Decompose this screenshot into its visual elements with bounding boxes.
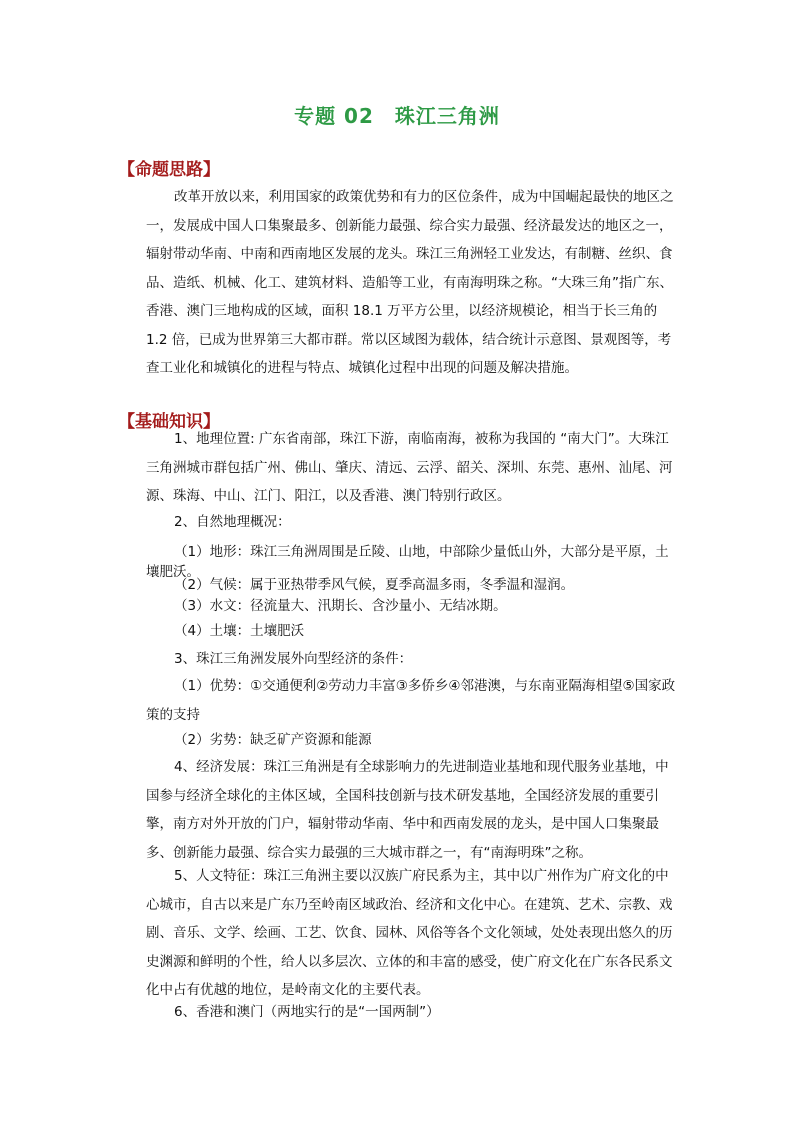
item-climate: （2）气候：属于亚热带季风气候，夏季高温多雨，冬季温和湿润。 <box>174 577 575 593</box>
item-economic-development: 4、经济发展：珠江三角洲是有全球影响力的先进制造业基地和现代服务业基地，中国参与经济全球化的主体区域，全国科技创新与技术研发基地，全国经济发展的重要引擎，南方对外开放的门户，辐射带动华南、华中和西南发展的龙头，是中国人口集聚最多、创新能力最强、综合实力最强的三大城市群之一，有“南海明珠”之称。 <box>146 759 669 861</box>
item-hongkong-macao: 6、香港和澳门（两地实行的是“一国两制”） <box>174 1004 440 1020</box>
item-natural-geography: 2、自然地理概况： <box>174 514 291 530</box>
item-soil: （4）土壤：土壤肥沃 <box>174 623 305 639</box>
item-terrain: （1）地形：珠江三角洲周围是丘陵、山地，中部除少量低山外，大部分是平原，土壤肥沃。 <box>146 544 669 580</box>
section-heading-jichu: 【基础知识】 <box>118 412 220 432</box>
item-hydrology: （3）水文：径流量大、汛期长、含沙量小、无结冰期。 <box>174 598 507 614</box>
item-advantages: （1）优势：①交通便利②劳动力丰富③多侨乡④邻港澳，与东南亚隔海相望⑤国家政策的支持 <box>146 678 676 723</box>
item-cultural-features: 5、人文特征：珠江三角洲主要以汉族广府民系为主，其中以广州作为广府文化的中心城市，自古以来是广东乃至岭南区域政治、经济和文化中心。在建筑、艺术、宗教、戏剧、音乐、文学、绘画、工艺、饮食、园林、风俗等各个文化领域，处处表现出悠久的历史渊源和鲜明的个性，给人以多层次、立体的和丰富的感受，使广府文化在广东各民系文化中占有优越的地位，是岭南文化的主要代表。 <box>146 868 673 998</box>
item-location: 1、地理位置: 广东省南部，珠江下游，南临南海，被称为我国的 “南大门”。大珠江三角洲城市群包括广州、佛山、肇庆、清远、云浮、韶关、深圳、东莞、惠州、汕尾、河源、珠海、中山、江门、阳江，以及香港、澳门特别行政区。 <box>146 431 673 504</box>
item-disadvantages: （2）劣势：缺乏矿产资源和能源 <box>174 732 372 748</box>
mingti-paragraph: 改革开放以来，利用国家的政策优势和有力的区位条件，成为中国崛起最快的地区之一，发展成中国人口集聚最多、创新能力最强、综合实力最强、经济最发达的地区之一，辐射带动华南、中南和西南地区发展的龙头。珠江三角洲轻工业发达，有制糖、丝织、食品、造纸、机械、化工、建筑材料、造船等工业，有南海明珠之称。“大珠三角”指广东、香港、澳门三地构成的区域，面积 18.1 万平方公里，以经济规模论，相当于长三角的 1.2 倍，已成为世界第三大都市群。常以区域图为载体，结合统计示意图、景观图等，考查工业化和城镇化的进程与特点、城镇化过程中出现的问题及解决措施。 <box>146 189 674 376</box>
page-title: 专题 02 珠江三角洲 <box>294 104 500 128</box>
item-export-economy-conditions: 3、珠江三角洲发展外向型经济的条件： <box>174 651 413 667</box>
section-heading-mingti: 【命题思路】 <box>118 160 220 180</box>
